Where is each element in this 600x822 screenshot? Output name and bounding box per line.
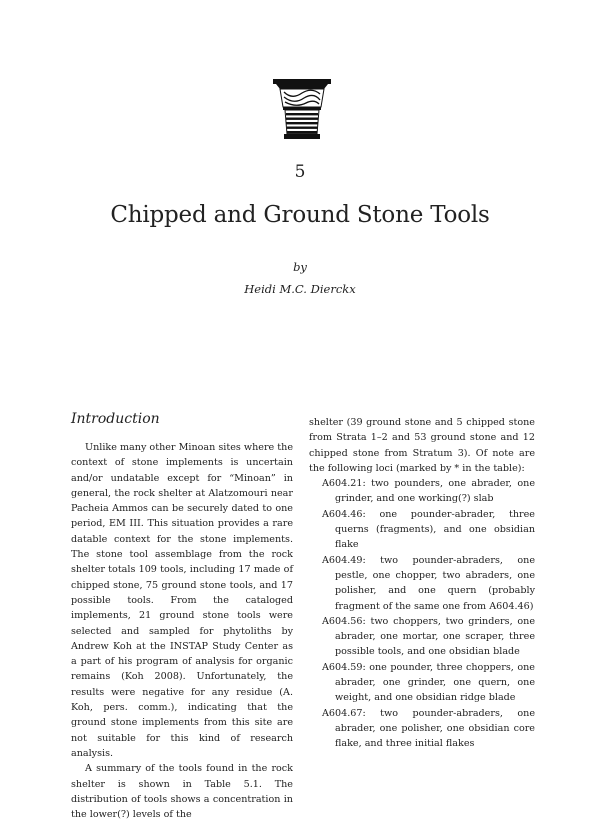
chapter-title: Chipped and Ground Stone Tools (110, 202, 490, 228)
body-paragraph: shelter (39 ground stone and 5 chipped stone from Strata 1–2 and 53 ground stone and 12 chipped stone from Stratum 3). Of note are the following loci (marked by * in the table): (309, 417, 535, 474)
locus-item: A604.49: two pounder-abraders, one pestle, one chopper, two abraders, one polisher, and one quern (probably fragment of the same one from A604.46) (322, 554, 535, 612)
locus-item: A604.67: two pounder-abraders, one abrader, one polisher, one obsidian core flake, and three initial flakes (322, 707, 535, 750)
chapter-number: 5 (294, 162, 306, 182)
left-column (71, 410, 293, 822)
author-name: Heidi M.C. Dierckx (244, 282, 356, 296)
body-paragraph: A summary of the tools found in the rock shelter is shown in Table 5.1. The distribution of tools shows a concentration in the lower(?) levels of the (71, 763, 293, 821)
chapter-emblem-icon (272, 78, 332, 140)
locus-item: A604.59: one pounder, three choppers, one abrader, one grinder, one quern, one weight, and one obsidian ridge blade (322, 661, 535, 704)
locus-item: A604.21: two pounders, one abrader, one grinder, and one working(?) slab (322, 478, 535, 505)
locus-item: A604.56: two choppers, two grinders, one abrader, one mortar, one scraper, three possible tools, and one obsidian blade (322, 615, 535, 658)
body-paragraph: Unlike many other Minoan sites where the context of stone implements is uncertain and/or undatable except for “Minoan” in general, the rock shelter at Alatzomouri near Pacheia Ammos can be securely dated to one period, EM III. This situation provides a rare datable context for the stone implements. The stone tool assemblage from the rock shelter totals 109 tools, including 17 made of chipped stone, 75 ground stone tools, and 17 possible tools. From the cataloged implements, 21 ground stone tools were selected and sampled for phytoliths by Andrew Koh at the INSTAP Study Center as a part of his program of analysis for organic remains (Koh 2008). Unfortunately, the results were negative for any residue (A. Koh, pers. comm.), indicating that the ground stone implements from this site are not suitable for this kind of research analysis. (71, 442, 293, 759)
right-column (309, 415, 535, 752)
locus-item: A604.46: one pounder-abrader, three querns (fragments), and one obsidian flake (322, 508, 535, 551)
byline-label: by (293, 260, 307, 274)
section-heading: Introduction (71, 411, 160, 427)
